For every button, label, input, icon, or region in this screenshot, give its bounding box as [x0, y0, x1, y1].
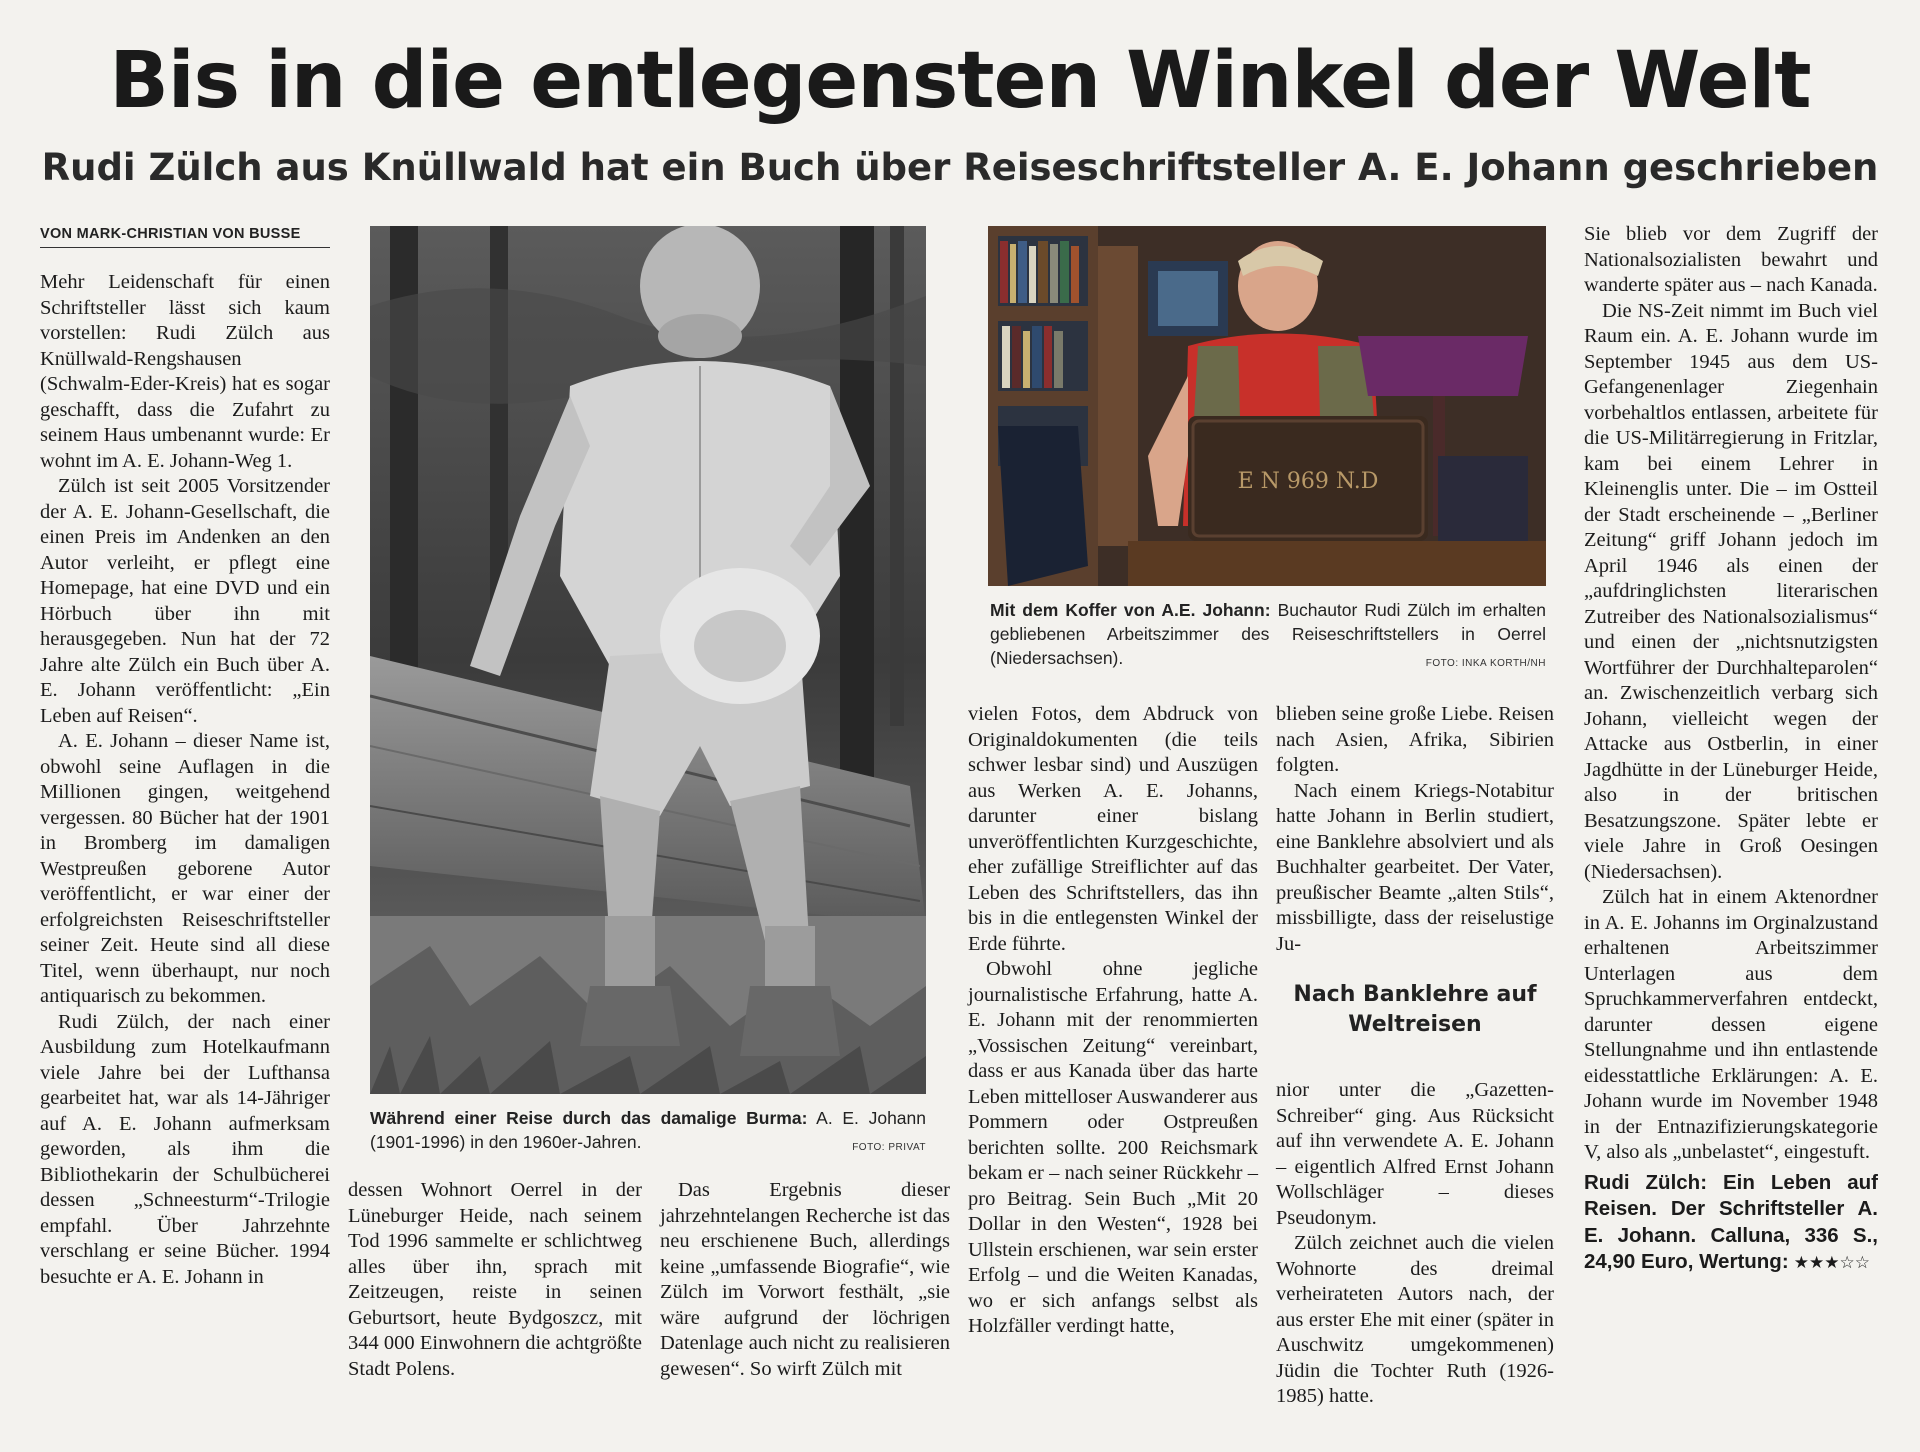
- paragraph: Das Ergebnis dieser jahrzehntelangen Recherche ist das neu erschienene Buch, allerdings keine „umfassende Biografie“, wie Zülch im Vorwort festhält, „sie wäre aufgrund der löchrigen Datenlage auch nicht zu realisieren gewesen“. So wirft Zülch mit: [660, 1179, 950, 1380]
- paragraph: Mehr Leidenschaft für einen Schriftsteller lässt sich kaum vorstellen: Rudi Zülch aus Knüllwald-Rengshausen (Schwalm-Eder-Kreis) hat es sogar geschafft, dass die Zufahrt zu seinem Haus umbenannt wurde: Er wohnt im A. E. Johann-Weg 1.: [40, 271, 330, 472]
- paragraph: Obwohl ohne jegliche journalistische Erfahrung, hatte A. E. Johann mit der renommierten „Vossischen Zeitung“ vereinbart, dass er aus Kanada über das harte Leben mittelloser Auswanderer aus Pommern oder Ostpreußen berichten sollte. 200 Reichsmark bekam er – nach seiner Rückkehr – pro Beitrag. Sein Buch „Mit 20 Dollar in den Westen“, 1928 bei Ullstein erschienen, war sein erster Erfolg – und die Weiten Kanadas, wo er sich anfangs selbst als Holzfäller verdingt hatte,: [968, 958, 1258, 1337]
- headline: Bis in die entlegensten Winkel der Welt: [109, 36, 1811, 126]
- caption-text: A. E. Johann (1901-1996) in den 1960er-Jahren.: [370, 1108, 926, 1152]
- byline: VON MARK-CHRISTIAN VON BUSSE: [40, 226, 330, 248]
- paragraph: A. E. Johann – dieser Name ist, obwohl seine Auflagen in die Millionen gingen, weitgehend vergessen. 80 Bücher hat der 1901 in Bromberg im damaligen Westpreußen geborene Autor veröffentlicht, er war einer der erfolgreichsten Reiseschriftsteller seiner Zeit. Heute sind all diese Titel, wenn überhaupt, nur noch antiquarisch zu bekommen.: [40, 730, 330, 1007]
- section-subheading: Nach Banklehre auf Weltreisen: [1293, 982, 1537, 1037]
- photo-credit: FOTO: PRIVAT: [852, 1142, 926, 1153]
- caption-text: Buchautor Rudi Zülch im erhalten gebliebenen Arbeitszimmer des Reiseschriftstellers in Oerrel (Niedersachsen).: [990, 600, 1546, 668]
- article-column-3a: [968, 702, 1258, 1340]
- photo-office-illustration: [988, 226, 1546, 586]
- book-infobox: [1584, 1170, 1878, 1277]
- paragraph: Rudi Zülch, der nach einer Ausbildung zum Hotelkaufmann viele Jahre bei der Lufthansa gearbeitet hat, war als 14-Jähriger auf A. E. Johann aufmerksam geworden, als ihm die Bibliothekarin der Schulbücherei dessen „Schneesturm“-Trilogie empfahl. Über Jahrzehnte verschlang er seine Bücher. 1994 besuchte er A. E. Johann in: [40, 1010, 330, 1288]
- paragraph: Zülch zeichnet auch die vielen Wohnorte des dreimal verheirateten Autors nach, der aus erster Ehe mit einer (später in Auschwitz umgekommenen) Jüdin die Tochter Ruth (1926-1985) hatte.: [1276, 1232, 1554, 1407]
- caption-bold: Während einer Reise durch das damalige Burma:: [370, 1108, 808, 1128]
- paragraph: Zülch ist seit 2005 Vorsitzender der A. E. Johann-Gesellschaft, die einen Preis im Andenken an den Autor verleiht, er pflegt eine Homepage, hat eine DVD und ein Hörbuch über ihn mit herausgegeben. Nun hat der 72 Jahre alte Zülch ein Buch über A. E. Johann veröffentlicht: „Ein Leben auf Reisen“.: [40, 475, 330, 727]
- paragraph: Sie blieb vor dem Zugriff der Nationalsozialisten bewahrt und wanderte später aus – nach Kanada.: [1584, 223, 1878, 296]
- article-column-4b: [1276, 1078, 1554, 1410]
- paragraph: Nach einem Kriegs-Notabitur hatte Johann in Berlin studiert, eine Banklehre absolviert und als Buchhalter gearbeitet. Der Vater, preußischer Beamte „alten Stils“, missbilligte, dass der reiselustige Ju-: [1276, 779, 1554, 955]
- book-info-text: Rudi Zülch: Ein Leben auf Reisen. Der Schriftsteller A. E. Johann. Calluna, 336 S., 24,90 Euro, Wertung:: [1584, 1170, 1878, 1273]
- photo-zuelch-office: [988, 226, 1546, 586]
- photo-caption-office: [990, 598, 1546, 676]
- paragraph: Die NS-Zeit nimmt im Buch viel Raum ein. A. E. Johann wurde im September 1945 aus dem US-Gefangenenlager Ziegenhain vorbehaltlos entlassen, arbeitete für die US-Militärregierung in Fritzlar, kam bei einem Lehrer in Kleinenglis unter. Die – im Ostteil der Stadt erscheinende – „Berliner Zeitung“ griff Johann jedoch im April 1946 als einen der „aufdringlichsten literarischen Zutreiber des Nationalsozialismus“ und einen der „nichtsnutzigsten Wortführer der Durchhalteparolen“ an. Zwischenzeitlich verbarg sich Johann, vielleicht wegen der Attacke aus Ostberlin, in einer Jagdhütte in der Lüneburger Heide, also in der britischen Besatzungszone. Später lebte er viele Jahre in Groß Oesingen (Niedersachsen).: [1584, 299, 1878, 883]
- photo-burma-illustration: [370, 226, 926, 1094]
- article-column-4a: [1276, 702, 1554, 957]
- paragraph: Zülch hat in einem Aktenordner in A. E. Johanns im Orginalzustand erhaltenen Arbeitszimmer Unterlagen aus dem Spruchkammerverfahren entdeckt, darunter dessen eigene Stellungnahme und ihn entlastende eidesstattliche Erklärungen: A. E. Johann wurde im November 1948 in der Entnazifizierungskategorie V, also als „unbelastet“, eingestuft.: [1584, 886, 1878, 1163]
- paragraph: vielen Fotos, dem Abdruck von Originaldokumenten (die teils schwer lesbar sind) und Auszügen aus Werken A. E. Johanns, darunter einer bislang unveröffentlichten Kurzgeschichte, eher zufällige Streiflichter auf das Leben des Schriftstellers, das ihn bis in die entlegensten Winkel der Erde führte.: [968, 703, 1258, 955]
- paragraph: blieben seine große Liebe. Reisen nach Asien, Afrika, Sibirien folgten.: [1276, 703, 1554, 776]
- article-column-5: [1584, 222, 1878, 1277]
- article-column-2: [348, 1178, 642, 1382]
- paragraph: nior unter die „Gazetten-Schreiber“ ging. Aus Rücksicht auf ihn verwendete A. E. Johann – eigentlich Alfred Ernst Johann Wollschläger – dieses Pseudonym.: [1276, 1079, 1554, 1229]
- photo-caption-burma: [370, 1106, 926, 1160]
- photo-burma-portrait: [370, 226, 926, 1094]
- suitcase-markings: E N 969 N.D: [1237, 469, 1379, 494]
- rating-stars: ★★★☆☆: [1793, 1253, 1870, 1273]
- article-column-1: [40, 270, 330, 1290]
- photo-credit: FOTO: INKA KORTH/NH: [1425, 658, 1546, 669]
- caption-bold: Mit dem Koffer von A.E. Johann:: [990, 600, 1271, 620]
- paragraph: dessen Wohnort Oerrel in der Lüneburger Heide, nach seinem Tod 1996 sammelte er schlichtweg alles über ihn, sprach mit Zeitzeugen, reiste in seinen Geburtsort, heute Bydgoszcz, mit 344 000 Einwohnern die achtgrößte Stadt Polens.: [348, 1179, 642, 1380]
- subheadline: Rudi Zülch aus Knüllwald hat ein Buch über Reiseschriftsteller A. E. Johann geschrieben: [41, 146, 1879, 189]
- article-column-3b: [660, 1178, 950, 1382]
